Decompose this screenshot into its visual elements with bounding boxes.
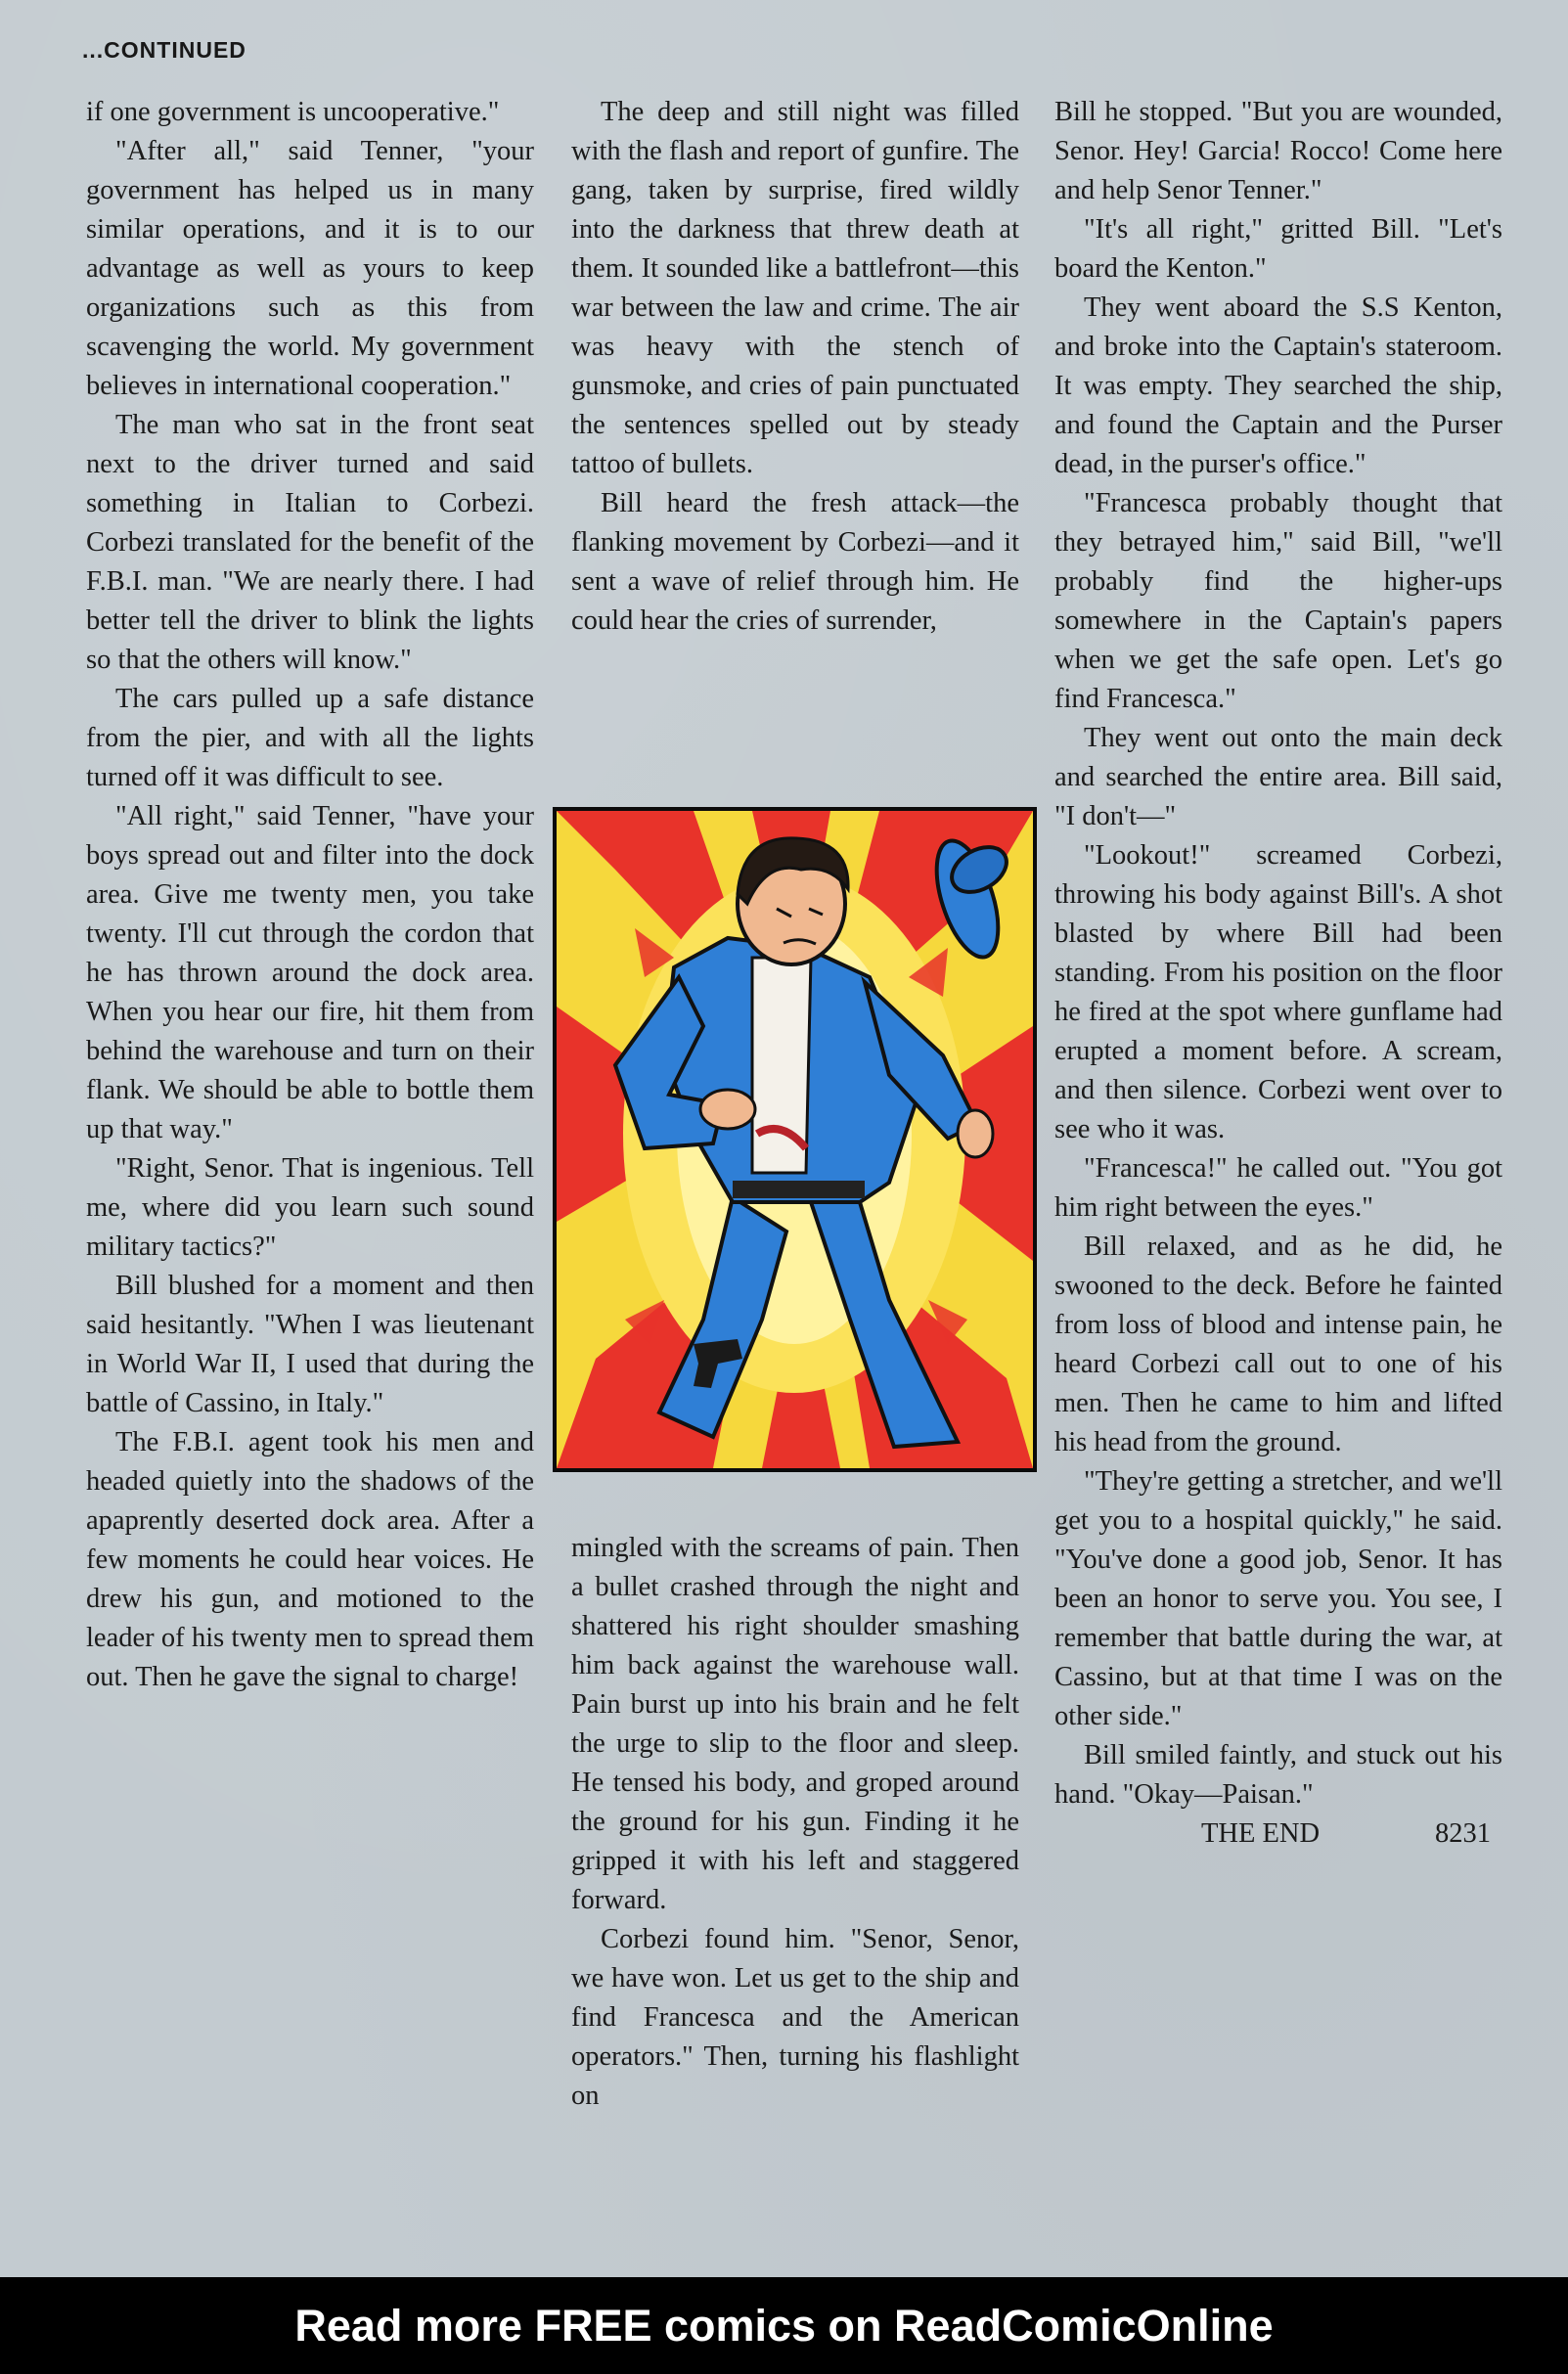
text-column-2-bottom xyxy=(571,1529,1019,2116)
paragraph: "After all," said Tenner, "your government has helped us in many similar operations, and it is to our advantage as well as yours to keep organizations such as this from scavenging the world. My government believes in international cooperation." xyxy=(86,136,534,401)
paragraph: Bill blushed for a moment and then said hesitantly. "When I was lieutenant in World War II, I used that during the battle of Cassino, in Italy." xyxy=(86,1271,534,1418)
paragraph: The F.B.I. agent took his men and headed quietly into the shadows of the apaprently deserted dock area. After a few moments he could hear voices. He drew his gun, and motioned to the leader of his twenty men to spread them out. Then he gave the signal to charge! xyxy=(86,1427,534,1692)
paragraph: "Francesca probably thought that they betrayed him," said Bill, "we'll probably find the higher-ups somewhere in the Captain's papers when we get the safe open. Let's go find Francesca." xyxy=(1054,488,1502,714)
paragraph: Bill heard the fresh attack—the flanking movement by Corbezi—and it sent a wave of relief through him. He could hear the cries of surrender, xyxy=(571,488,1019,636)
text-column-1 xyxy=(86,93,534,1697)
paragraph: mingled with the screams of pain. Then a bullet crashed through the night and shattered his right shoulder smashing him back against the warehouse wall. Pain burst up into his brain and he felt the urge to slip to the floor and sleep. He tensed his body, and groped around the ground for his gun. Finding it he gripped it with his left and staggered forward. xyxy=(571,1533,1019,1915)
the-end-label: THE END xyxy=(1201,1818,1321,1849)
paragraph: Corbezi found him. "Senor, Senor, we have won. Let us get to the ship and find Francesca and the American operators." Then, turning his flashlight on xyxy=(571,1924,1019,2111)
shot-man-illustration xyxy=(557,811,1033,1468)
paragraph: "Francesca!" he called out. "You got him right between the eyes." xyxy=(1054,1153,1502,1223)
promo-banner[interactable] xyxy=(0,2277,1568,2374)
paragraph: The man who sat in the front seat next to the driver turned and said something in Italian to Corbezi. Corbezi translated for the benefit of the F.B.I. man. "We are nearly there. I had better tell the driver to blink the lights so that the others will know." xyxy=(86,410,534,675)
paragraph: "They're getting a stretcher, and we'll get you to a hospital quickly," he said. "You've done a good job, Senor. It has been an honor to serve you. You see, I remember that battle during the war, at Cassino, but at that time I was on the other side." xyxy=(1054,1466,1502,1731)
paragraph: They went out onto the main deck and searched the entire area. Bill said, "I don't—" xyxy=(1054,723,1502,831)
page-code: 8231 xyxy=(1435,1818,1491,1849)
end-line xyxy=(1054,1814,1502,1854)
text-column-2-top xyxy=(571,93,1019,641)
paragraph: They went aboard the S.S Kenton, and broke into the Captain's stateroom. It was empty. They searched the ship, and found the Captain and the Purser dead, in the purser's office." xyxy=(1054,292,1502,479)
paragraph: The deep and still night was filled with the flash and report of gunfire. The gang, taken by surprise, fired wildly into the darkness that threw death at them. It sounded like a battlefront—this war between the law and crime. The air was heavy with the stench of gunsmoke, and cries of pain punctuated the sentences spelled out by steady tattoo of bullets. xyxy=(571,97,1019,479)
paragraph: "Lookout!" screamed Corbezi, throwing his body against Bill's. A shot blasted by where Bill had been standing. From his position on the floor he fired at the spot where gunflame had erupted a moment before. A scream, and then silence. Corbezi went over to see who it was. xyxy=(1054,840,1502,1144)
illustration-panel xyxy=(553,807,1037,1472)
paragraph: The cars pulled up a safe distance from the pier, and with all the lights turned off it was difficult to see. xyxy=(86,684,534,792)
paragraph: "Right, Senor. That is ingenious. Tell me, where did you learn such sound military tactics?" xyxy=(86,1153,534,1262)
promo-banner-text: Read more FREE comics on ReadComicOnline xyxy=(294,2300,1274,2351)
continued-label: ...CONTINUED xyxy=(82,37,246,63)
paragraph: "All right," said Tenner, "have your boys spread out and filter into the dock area. Give me twenty men, you take twenty. I'll cut through the cordon that he has thrown around the dock area. When you hear our fire, hit them from behind the warehouse and turn on their flank. We should be able to bottle them up that way." xyxy=(86,801,534,1144)
text-column-3 xyxy=(1054,93,1502,1854)
paragraph: Bill relaxed, and as he did, he swooned to the deck. Before he fainted from loss of blood and intense pain, he heard Corbezi call out to one of his men. Then he came to him and lifted his head from the ground. xyxy=(1054,1232,1502,1457)
paragraph: if one government is uncooperative." xyxy=(86,97,500,127)
paragraph: Bill smiled faintly, and stuck out his hand. "Okay—Paisan." xyxy=(1054,1740,1502,1810)
paragraph: Bill he stopped. "But you are wounded, Senor. Hey! Garcia! Rocco! Come here and help Senor Tenner." xyxy=(1054,97,1502,205)
paragraph: "It's all right," gritted Bill. "Let's board the Kenton." xyxy=(1054,214,1502,284)
